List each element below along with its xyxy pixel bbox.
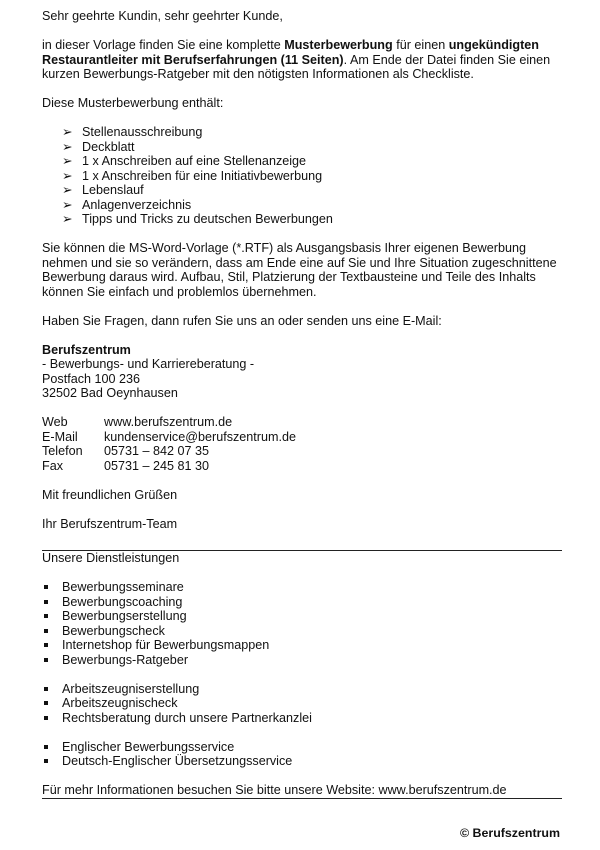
list-item: Bewerbungs-Ratgeber xyxy=(42,653,562,668)
arrow-bullet-icon: ➢ xyxy=(62,168,73,183)
square-bullet-icon xyxy=(44,716,48,720)
arrow-bullet-icon: ➢ xyxy=(62,197,73,212)
intro-text: kurzen Bewerbungs-Ratgeber mit den nötigsten Informationen als Checkliste. xyxy=(42,67,474,81)
website-link[interactable]: www.berufszentrum.de xyxy=(104,415,233,429)
signature-text: Ihr Berufszentrum-Team xyxy=(42,516,178,531)
footer-info: Für mehr Informationen besuchen Sie bitte unsere Website: www.berufszentrum.de xyxy=(42,783,507,797)
list-item: Arbeitszeugniserstellung xyxy=(42,682,562,697)
intro-text: für einen xyxy=(392,38,449,52)
list-item: Deutsch-Englischer Übersetzungsservice xyxy=(42,754,562,769)
list-item: ➢ Stellenausschreibung xyxy=(62,125,203,139)
list-item: ➢ 1 x Anschreiben für eine Initiativbewerbung xyxy=(62,168,323,183)
document-page xyxy=(42,9,562,799)
company-name: Berufszentrum xyxy=(42,342,131,357)
phone-number: 05731 – 842 07 35 xyxy=(104,444,210,458)
square-bullet-icon xyxy=(44,759,48,763)
list-item: Rechtsberatung durch unsere Partnerkanzlei xyxy=(42,711,562,726)
contact-block xyxy=(42,415,562,473)
company-subtitle: - Bewerbungs- und Karriereberatung - xyxy=(42,357,255,371)
list-item: Englischer Bewerbungsservice xyxy=(42,740,562,755)
intro-text: in dieser Vorlage finden Sie eine komplette xyxy=(42,38,285,52)
address-street: Postfach 100 236 xyxy=(42,371,141,386)
arrow-bullet-icon: ➢ xyxy=(62,125,73,139)
address-city: 32502 Bad Oeynhausen xyxy=(42,386,178,400)
list-item: Arbeitszeugnischeck xyxy=(42,696,562,711)
square-bullet-icon xyxy=(44,658,48,662)
services-list-1 xyxy=(42,580,562,667)
list-item: ➢ Lebenslauf xyxy=(62,183,144,197)
square-bullet-icon xyxy=(44,614,48,618)
list-item: Bewerbungsseminare xyxy=(42,580,562,595)
contact-label: Telefon xyxy=(42,444,83,458)
list-item: ➢ Tipps und Tricks zu deutschen Bewerbungen xyxy=(62,212,333,226)
arrow-bullet-icon: ➢ xyxy=(62,154,73,168)
list-item: ➢ Deckblatt xyxy=(62,139,135,154)
list-item: Bewerbungscoaching xyxy=(42,595,562,610)
list-item: Internetshop für Bewerbungsmappen xyxy=(42,638,562,653)
address-block xyxy=(42,343,562,401)
services-list-2 xyxy=(42,682,562,726)
list-item: ➢ Anlagenverzeichnis xyxy=(62,197,192,212)
list-item: Bewerbungscheck xyxy=(42,624,562,639)
closing-text: Mit freundlichen Grüßen xyxy=(42,487,178,502)
services-list-3 xyxy=(42,740,562,769)
questions-text: Haben Sie Fragen, dann rufen Sie uns an oder senden uns eine E-Mail: xyxy=(42,313,442,328)
intro-paragraph xyxy=(42,38,562,82)
square-bullet-icon xyxy=(44,629,48,633)
contents-list xyxy=(42,125,562,227)
greeting: Sehr geehrte Kundin, sehr geehrter Kunde, xyxy=(42,9,283,23)
arrow-bullet-icon: ➢ xyxy=(62,183,73,197)
list-item: ➢ 1 x Anschreiben auf eine Stellenanzeige xyxy=(62,154,307,168)
square-bullet-icon xyxy=(44,585,48,589)
list-item: Bewerbungserstellung xyxy=(42,609,562,624)
intro-bold-musterbewerbung: Musterbewerbung xyxy=(284,38,393,52)
usage-paragraph: Sie können die MS-Word-Vorlage (*.RTF) als Ausgangsbasis Ihrer eigenen Bewerbung nehmen und sie so verändern, dass am Ende eine auf Sie und Ihre Situation zugeschnittene Bewerbung daraus wird. Aufbau, Stil, Platzierung der Textbausteine und Teile des Inhalts können Sie einfach und problemlos übernehmen. xyxy=(42,241,557,299)
fax-number: 05731 – 245 81 30 xyxy=(104,458,210,473)
arrow-bullet-icon: ➢ xyxy=(62,139,73,154)
intro-bold-job-title: Restaurantleiter mit Berufserfahrungen (11 Seiten) xyxy=(42,52,344,67)
contact-label: E-Mail xyxy=(42,429,78,444)
intro-text: . Am Ende der Datei finden Sie einen xyxy=(343,52,551,67)
square-bullet-icon xyxy=(44,600,48,604)
square-bullet-icon xyxy=(44,643,48,647)
square-bullet-icon xyxy=(44,687,48,691)
square-bullet-icon xyxy=(44,745,48,749)
copyright-notice: © Berufszentrum xyxy=(459,826,560,840)
contents-heading: Diese Musterbewerbung enthält: xyxy=(42,96,224,110)
contact-label: Fax xyxy=(42,458,63,473)
email-link[interactable]: kundenservice@berufszentrum.de xyxy=(104,429,296,444)
intro-bold-ungekuendigten: ungekündigten xyxy=(448,38,539,52)
footer-divider xyxy=(42,798,562,799)
services-heading: Unsere Dienstleistungen xyxy=(42,551,180,565)
arrow-bullet-icon: ➢ xyxy=(62,212,73,226)
contact-label: Web xyxy=(42,415,68,429)
square-bullet-icon xyxy=(44,701,48,705)
